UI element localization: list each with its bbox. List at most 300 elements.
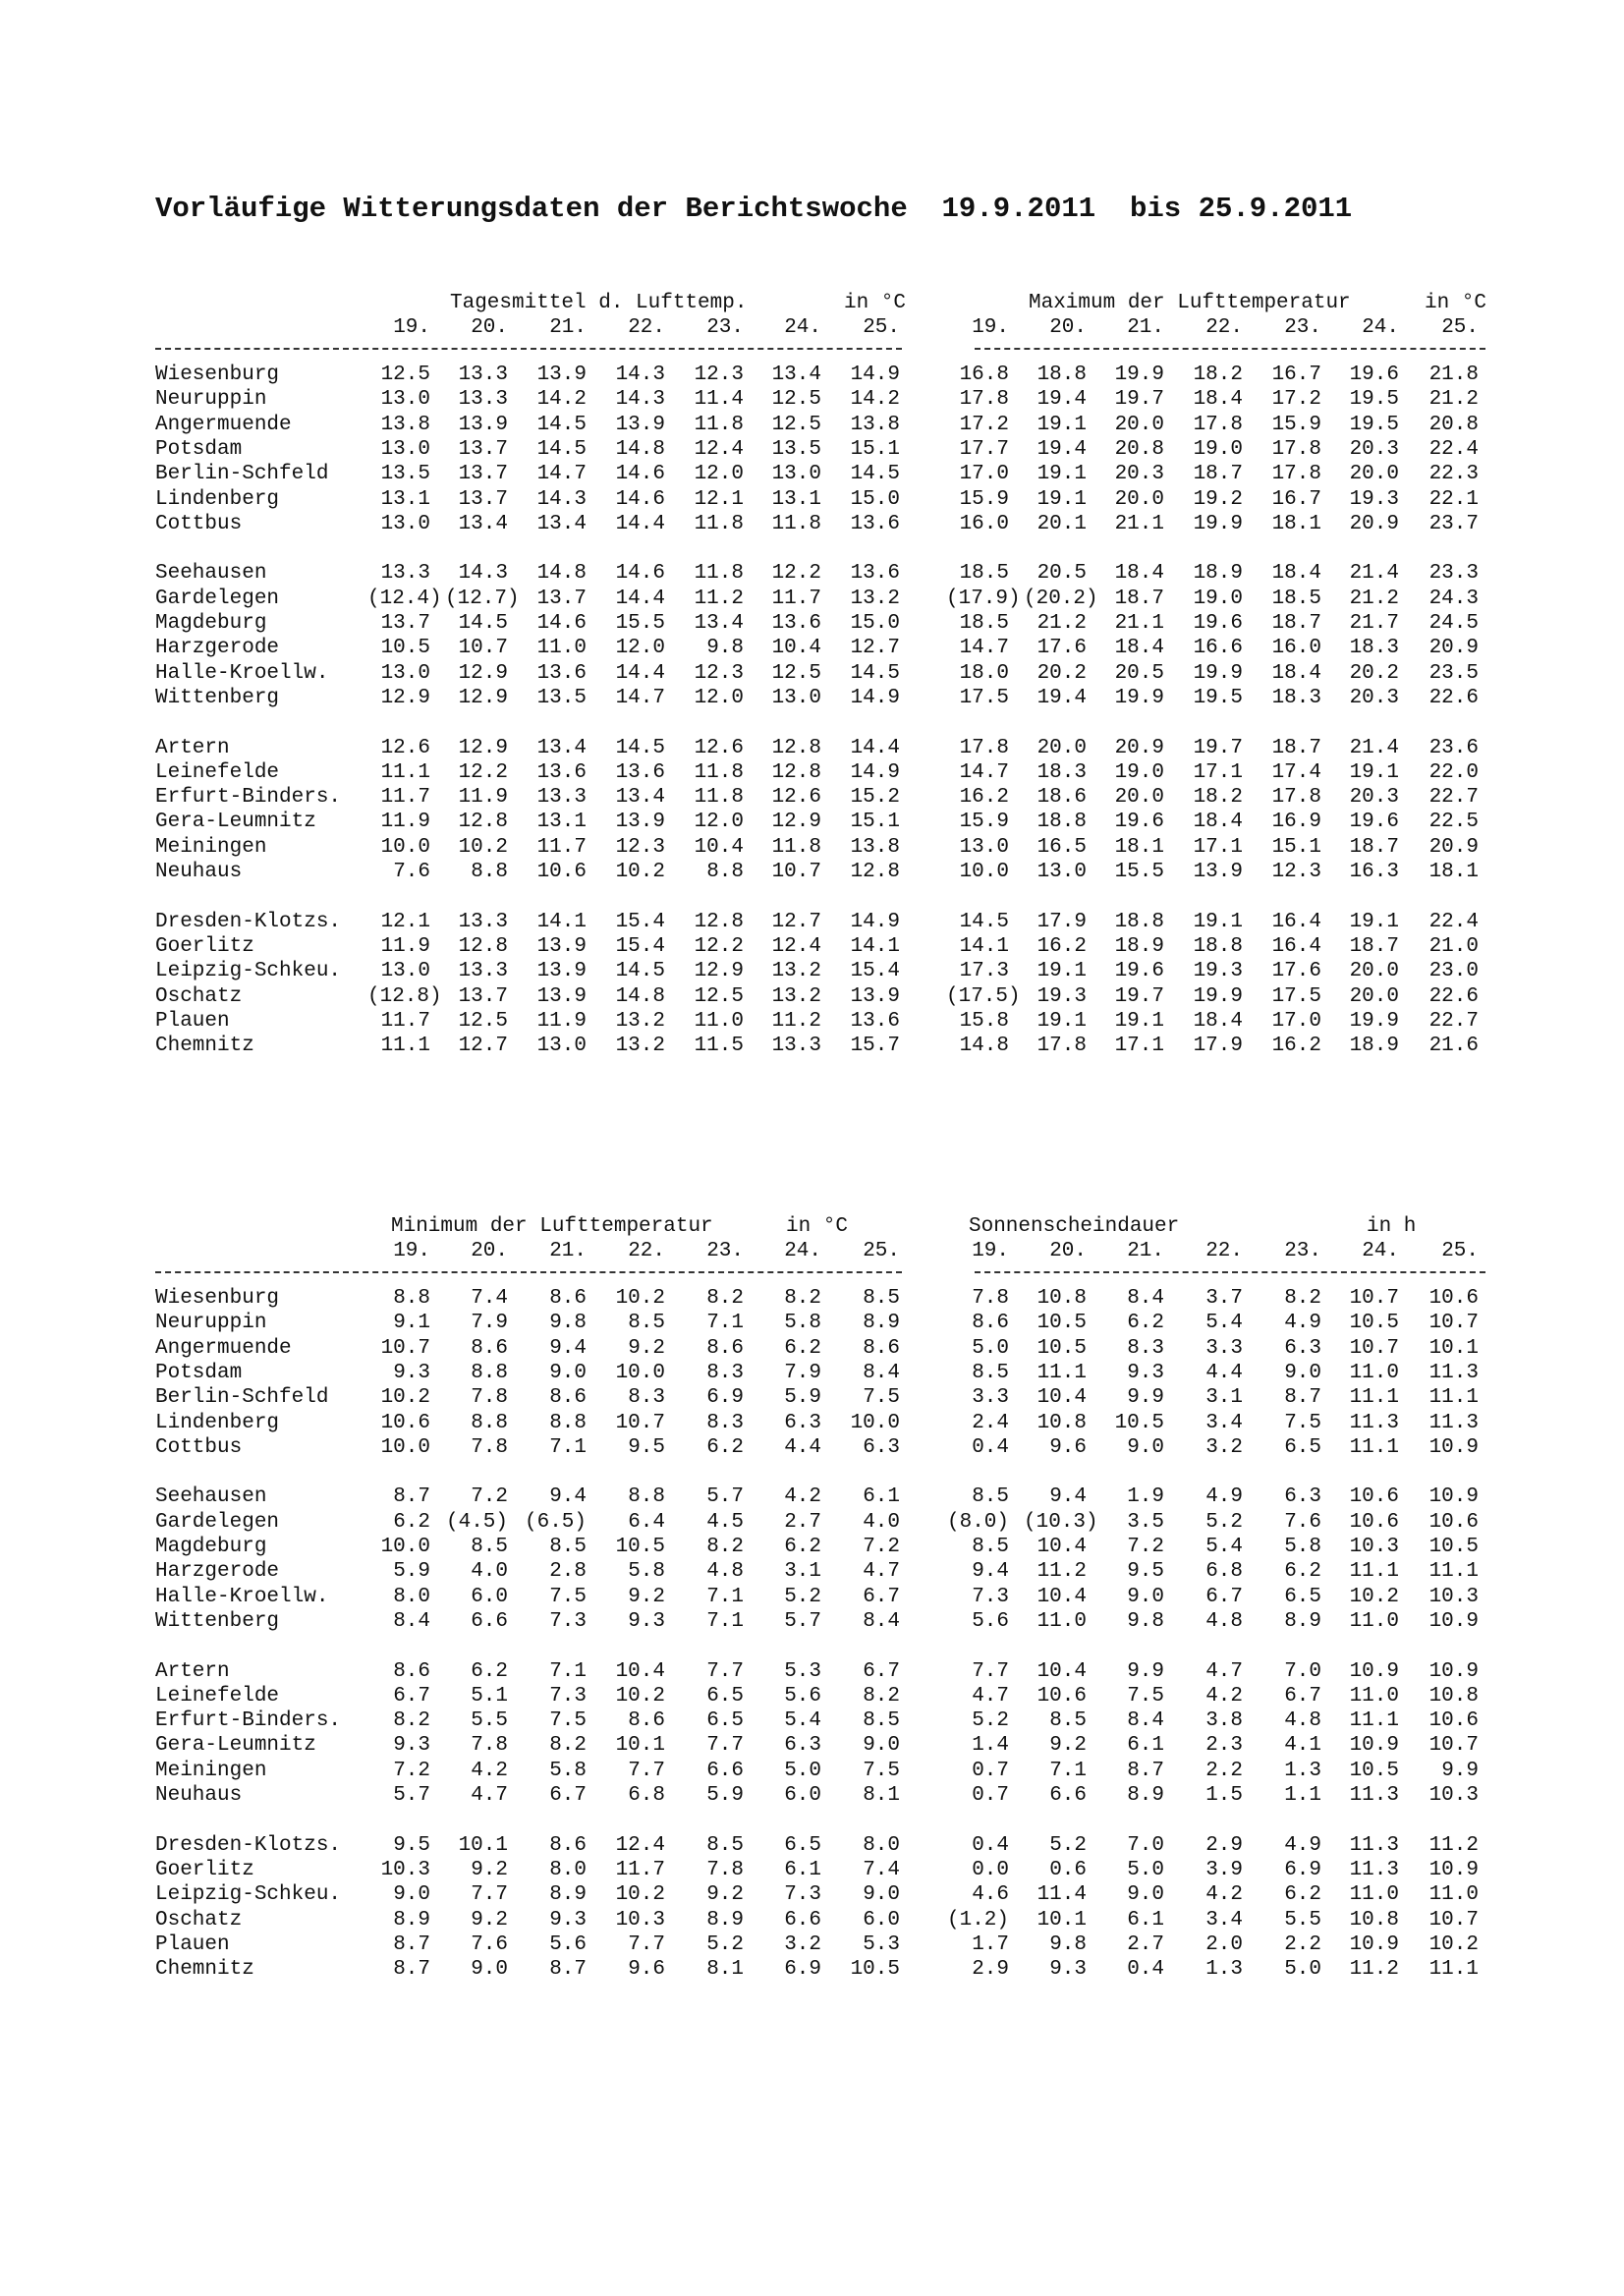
left-value: 9.0 [393, 1883, 430, 1907]
station-name: Lindenberg [155, 487, 280, 511]
left-value: 12.1 [380, 910, 430, 933]
left-value: 13.9 [850, 984, 900, 1008]
left-table-title: Minimum der Lufttemperatur [391, 1215, 713, 1238]
left-value: 12.9 [458, 736, 508, 759]
right-value: 18.1 [1114, 835, 1164, 859]
left-value: (12.7) [445, 587, 520, 610]
left-value: 11.4 [694, 388, 744, 412]
right-value: 0.6 [1049, 1858, 1087, 1881]
right-value: 10.6 [1428, 1510, 1479, 1534]
left-value: 5.2 [706, 1932, 744, 1956]
left-value: 7.3 [549, 1684, 587, 1708]
right-value: (10.3) [1024, 1510, 1098, 1534]
right-value: 15.9 [959, 811, 1009, 834]
left-value: 13.9 [536, 934, 587, 958]
left-value: 14.5 [850, 661, 900, 685]
left-value: 4.7 [471, 1784, 508, 1807]
right-value: 20.3 [1349, 437, 1399, 461]
left-value: 15.4 [850, 960, 900, 983]
right-value: 8.9 [1284, 1609, 1321, 1633]
right-value: 10.4 [1036, 1585, 1087, 1608]
right-value: 16.2 [1036, 934, 1087, 958]
left-day-header: 19. [393, 316, 430, 339]
right-value: 11.2 [1428, 1833, 1479, 1857]
left-value: 13.0 [380, 512, 430, 535]
right-value: 5.0 [1127, 1858, 1164, 1881]
right-value: 17.4 [1271, 760, 1321, 784]
right-value: 19.9 [1193, 984, 1243, 1008]
station-name: Neuhaus [155, 1784, 243, 1807]
right-value: 10.8 [1036, 1287, 1087, 1310]
left-value: 12.6 [694, 736, 744, 759]
station-name: Wiesenburg [155, 1287, 280, 1310]
right-value: 10.2 [1428, 1932, 1479, 1956]
right-value: 9.9 [1127, 1386, 1164, 1410]
right-value: 5.8 [1284, 1536, 1321, 1558]
station-name: Wittenberg [155, 1609, 280, 1633]
right-value: 17.8 [1271, 786, 1321, 810]
left-value: 11.9 [458, 786, 508, 810]
left-value: 4.8 [706, 1560, 744, 1584]
right-value: 18.1 [1271, 512, 1321, 535]
right-value: 1.7 [972, 1932, 1009, 1956]
left-value: 14.5 [458, 612, 508, 635]
right-value: 0.7 [972, 1759, 1009, 1782]
left-value: 9.8 [549, 1312, 587, 1335]
right-value: 15.1 [1271, 835, 1321, 859]
left-value: 8.5 [706, 1833, 744, 1857]
right-value: 7.1 [1049, 1759, 1087, 1782]
right-value: 17.6 [1271, 960, 1321, 983]
right-day-header: 25. [1441, 316, 1479, 339]
left-value: 8.9 [549, 1883, 587, 1907]
left-value: 5.5 [471, 1709, 508, 1733]
right-day-header: 24. [1362, 1240, 1399, 1262]
left-value: 14.4 [615, 512, 665, 535]
right-value: 21.7 [1349, 612, 1399, 635]
right-value: 11.2 [1036, 1560, 1087, 1584]
right-value: 10.6 [1428, 1709, 1479, 1733]
right-value: 20.3 [1349, 686, 1399, 709]
left-value: 6.7 [863, 1585, 900, 1608]
left-value: 12.0 [694, 811, 744, 834]
right-value: 17.9 [1036, 910, 1087, 933]
right-value: 19.1 [1036, 1009, 1087, 1033]
left-value: 13.4 [694, 612, 744, 635]
left-value: 14.8 [615, 984, 665, 1008]
left-value: 5.8 [628, 1560, 665, 1584]
right-day-header: 21. [1127, 1240, 1164, 1262]
left-value: 9.2 [471, 1908, 508, 1932]
right-value: 18.1 [1428, 861, 1479, 883]
right-value: 20.3 [1349, 786, 1399, 810]
right-value: 20.0 [1114, 786, 1164, 810]
right-value: 5.4 [1205, 1536, 1243, 1558]
right-value: 12.3 [1271, 861, 1321, 883]
left-value: 8.1 [863, 1784, 900, 1807]
left-value: 7.8 [706, 1858, 744, 1881]
left-value: 14.6 [536, 612, 587, 635]
station-name: Plauen [155, 1932, 230, 1956]
right-value: 8.7 [1284, 1386, 1321, 1410]
right-value: 19.9 [1114, 686, 1164, 709]
right-value: 23.6 [1428, 736, 1479, 759]
right-value: 10.7 [1428, 1734, 1479, 1758]
left-value: 10.0 [615, 1361, 665, 1384]
left-value: 7.8 [471, 1435, 508, 1459]
left-value: 6.2 [471, 1659, 508, 1683]
left-value: 6.6 [784, 1908, 821, 1932]
left-value: 8.7 [393, 1932, 430, 1956]
station-name: Erfurt-Binders. [155, 786, 342, 810]
left-value: 10.0 [850, 1411, 900, 1434]
left-separator [155, 348, 902, 350]
right-value: 19.0 [1114, 760, 1164, 784]
right-value: 11.3 [1349, 1858, 1399, 1881]
right-value: 18.8 [1193, 934, 1243, 958]
left-value: 14.7 [615, 686, 665, 709]
right-value: 19.6 [1349, 811, 1399, 834]
right-value: 10.6 [1036, 1684, 1087, 1708]
left-value: 7.1 [549, 1435, 587, 1459]
left-value: 12.0 [694, 686, 744, 709]
left-value: 8.8 [549, 1411, 587, 1434]
right-value: 5.4 [1205, 1312, 1243, 1335]
right-value: 16.4 [1271, 910, 1321, 933]
right-value: 10.6 [1349, 1485, 1399, 1509]
left-value: 9.2 [628, 1585, 665, 1608]
right-value: 20.3 [1114, 463, 1164, 486]
right-value: 11.1 [1349, 1709, 1399, 1733]
right-value: 7.0 [1127, 1833, 1164, 1857]
right-value: 18.7 [1271, 612, 1321, 635]
right-value: 20.5 [1036, 562, 1087, 586]
station-name: Leipzig-Schkeu. [155, 1883, 342, 1907]
right-value: 22.6 [1428, 984, 1479, 1008]
left-value: 13.0 [771, 463, 821, 486]
right-value: 9.8 [1049, 1932, 1087, 1956]
right-value: 18.9 [1349, 1035, 1399, 1058]
right-value: 11.0 [1036, 1609, 1087, 1633]
right-value: 20.5 [1114, 661, 1164, 685]
right-value: 20.1 [1036, 512, 1087, 535]
left-value: 6.6 [471, 1609, 508, 1633]
left-value: 14.2 [536, 388, 587, 412]
left-value: 12.7 [850, 637, 900, 660]
left-value: 11.8 [694, 786, 744, 810]
left-value: 10.4 [694, 835, 744, 859]
left-value: 3.1 [784, 1560, 821, 1584]
left-value: 13.3 [771, 1035, 821, 1058]
left-value: 13.2 [615, 1009, 665, 1033]
station-name: Dresden-Klotzs. [155, 1833, 342, 1857]
right-value: 19.7 [1193, 736, 1243, 759]
right-value: 1.3 [1284, 1759, 1321, 1782]
left-value: 14.4 [615, 661, 665, 685]
right-value: 19.1 [1036, 463, 1087, 486]
right-value: 22.5 [1428, 811, 1479, 834]
left-value: 12.0 [694, 463, 744, 486]
left-value: 12.5 [771, 413, 821, 436]
right-value: 10.2 [1349, 1585, 1399, 1608]
right-value: 10.7 [1428, 1908, 1479, 1932]
left-value: 8.2 [706, 1287, 744, 1310]
left-value: 11.7 [380, 786, 430, 810]
left-value: 11.0 [536, 637, 587, 660]
left-value: 8.6 [549, 1833, 587, 1857]
station-name: Artern [155, 1659, 230, 1683]
left-value: 7.5 [549, 1709, 587, 1733]
left-value: 13.4 [536, 512, 587, 535]
left-value: 10.2 [615, 1287, 665, 1310]
right-value: 10.9 [1349, 1734, 1399, 1758]
left-day-header: 21. [549, 316, 587, 339]
left-value: 7.3 [549, 1609, 587, 1633]
right-value: 2.9 [1205, 1833, 1243, 1857]
left-value: 12.5 [771, 388, 821, 412]
right-day-header: 23. [1284, 1240, 1321, 1262]
left-value: 4.2 [784, 1485, 821, 1509]
right-value: 6.2 [1127, 1312, 1164, 1335]
right-value: 4.9 [1284, 1312, 1321, 1335]
left-value: 4.7 [863, 1560, 900, 1584]
left-value: 10.4 [615, 1659, 665, 1683]
right-value: 10.8 [1036, 1411, 1087, 1434]
left-value: 15.5 [615, 612, 665, 635]
right-value: 20.9 [1114, 736, 1164, 759]
left-value: 8.5 [863, 1709, 900, 1733]
right-value: 17.2 [1271, 388, 1321, 412]
right-value: 19.0 [1193, 587, 1243, 610]
left-value: 13.1 [771, 487, 821, 511]
left-value: 13.5 [380, 463, 430, 486]
right-value: 18.5 [959, 562, 1009, 586]
right-value: 8.9 [1127, 1784, 1164, 1807]
left-day-header: 20. [471, 1240, 508, 1262]
left-value: 15.1 [850, 811, 900, 834]
left-value: 11.2 [694, 587, 744, 610]
right-value: 17.8 [1271, 437, 1321, 461]
right-value: 7.3 [972, 1585, 1009, 1608]
left-value: 14.3 [615, 364, 665, 386]
left-value: 8.8 [706, 861, 744, 883]
left-value: 8.3 [706, 1361, 744, 1384]
right-value: 18.4 [1193, 1009, 1243, 1033]
right-value: 10.9 [1428, 1609, 1479, 1633]
right-value: 17.1 [1193, 760, 1243, 784]
left-value: 15.1 [850, 437, 900, 461]
left-value: 12.9 [771, 811, 821, 834]
station-name: Plauen [155, 1009, 230, 1033]
left-value: 15.7 [850, 1035, 900, 1058]
left-value: 11.8 [694, 413, 744, 436]
right-value: 2.2 [1284, 1932, 1321, 1956]
station-name: Cottbus [155, 512, 243, 535]
right-value: 8.4 [1127, 1709, 1164, 1733]
right-value: 13.0 [1036, 861, 1087, 883]
right-value: 3.4 [1205, 1908, 1243, 1932]
left-value: 6.6 [706, 1759, 744, 1782]
left-value: 12.3 [615, 835, 665, 859]
right-value: 0.7 [972, 1784, 1009, 1807]
left-value: 6.0 [784, 1784, 821, 1807]
right-value: 9.2 [1049, 1734, 1087, 1758]
right-day-header: 20. [1049, 1240, 1087, 1262]
right-value: 9.8 [1127, 1609, 1164, 1633]
left-value: 7.5 [863, 1759, 900, 1782]
right-value: 10.5 [1036, 1312, 1087, 1335]
station-name: Berlin-Schfeld [155, 1386, 329, 1410]
left-value: 6.9 [784, 1958, 821, 1982]
left-value: 14.4 [850, 736, 900, 759]
station-name: Oschatz [155, 1908, 243, 1932]
right-value: 18.6 [1036, 786, 1087, 810]
left-value: 7.5 [863, 1386, 900, 1410]
right-value: 10.9 [1428, 1858, 1479, 1881]
left-value: 7.2 [471, 1485, 508, 1509]
right-value: 18.5 [959, 612, 1009, 635]
left-value: 13.2 [771, 960, 821, 983]
right-value: 10.9 [1349, 1659, 1399, 1683]
station-name: Artern [155, 736, 230, 759]
left-value: 7.6 [471, 1932, 508, 1956]
right-value: 6.1 [1127, 1908, 1164, 1932]
right-value: 21.0 [1428, 934, 1479, 958]
right-value: 6.2 [1284, 1560, 1321, 1584]
right-value: 5.0 [972, 1336, 1009, 1360]
left-value: 12.4 [615, 1833, 665, 1857]
right-value: 11.1 [1428, 1958, 1479, 1982]
station-name: Gera-Leumnitz [155, 811, 316, 834]
right-value: 11.1 [1349, 1435, 1399, 1459]
left-value: 7.1 [706, 1609, 744, 1633]
right-value: 14.1 [959, 934, 1009, 958]
right-value: 3.4 [1205, 1411, 1243, 1434]
right-value: 3.7 [1205, 1287, 1243, 1310]
right-value: 5.5 [1284, 1908, 1321, 1932]
right-value: 16.0 [1271, 637, 1321, 660]
right-value: 19.5 [1349, 388, 1399, 412]
right-separator [975, 1271, 1485, 1273]
right-value: 11.4 [1036, 1883, 1087, 1907]
right-value: 4.1 [1284, 1734, 1321, 1758]
right-value: 20.8 [1114, 437, 1164, 461]
right-value: 19.7 [1114, 388, 1164, 412]
left-value: 12.2 [694, 934, 744, 958]
right-value: 10.9 [1428, 1485, 1479, 1509]
right-value: 17.8 [959, 388, 1009, 412]
right-value: 3.9 [1205, 1858, 1243, 1881]
left-day-header: 25. [863, 316, 900, 339]
left-value: 13.9 [458, 413, 508, 436]
right-value: 24.3 [1428, 587, 1479, 610]
station-name: Neuruppin [155, 1312, 267, 1335]
right-value: 8.5 [972, 1536, 1009, 1558]
right-value: 9.0 [1127, 1435, 1164, 1459]
right-value: 19.9 [1193, 512, 1243, 535]
right-value: 3.3 [972, 1386, 1009, 1410]
left-value: 4.2 [471, 1759, 508, 1782]
left-value: 13.0 [771, 686, 821, 709]
left-value: 12.7 [771, 910, 821, 933]
right-value: 20.9 [1349, 512, 1399, 535]
right-value: 7.6 [1284, 1510, 1321, 1534]
report-title: Vorläufige Witterungsdaten der Berichtswoche 19.9.2011 bis 25.9.2011 [155, 193, 1353, 225]
left-value: 12.6 [380, 736, 430, 759]
right-value: 20.9 [1428, 637, 1479, 660]
right-value: 21.6 [1428, 1035, 1479, 1058]
left-value: 8.6 [706, 1336, 744, 1360]
right-value: 10.7 [1349, 1287, 1399, 1310]
right-value: 11.3 [1428, 1411, 1479, 1434]
station-name: Gardelegen [155, 587, 280, 610]
left-value: 12.3 [694, 364, 744, 386]
right-value: 8.5 [972, 1361, 1009, 1384]
right-value: 19.6 [1349, 364, 1399, 386]
left-value: 12.9 [380, 686, 430, 709]
right-value: 18.4 [1271, 562, 1321, 586]
left-value: 10.2 [615, 861, 665, 883]
left-value: 10.2 [615, 1684, 665, 1708]
left-value: 6.8 [628, 1784, 665, 1807]
right-day-header: 25. [1441, 1240, 1479, 1262]
left-value: 13.9 [536, 364, 587, 386]
left-value: 15.0 [850, 612, 900, 635]
left-value: 13.7 [380, 612, 430, 635]
right-table-unit: in h [1367, 1215, 1417, 1238]
left-value: 2.8 [549, 1560, 587, 1584]
station-name: Chemnitz [155, 1958, 254, 1982]
left-value: 5.8 [784, 1312, 821, 1335]
left-value: 6.7 [549, 1784, 587, 1807]
left-value: 14.8 [615, 437, 665, 461]
left-value: 8.2 [863, 1684, 900, 1708]
left-value: 7.9 [784, 1361, 821, 1384]
right-value: 1.3 [1205, 1958, 1243, 1982]
left-value: 12.5 [380, 364, 430, 386]
right-value: 22.4 [1428, 437, 1479, 461]
left-value: 3.2 [784, 1932, 821, 1956]
station-name: Lindenberg [155, 1411, 280, 1434]
right-value: 15.8 [959, 1009, 1009, 1033]
left-value: 7.7 [628, 1932, 665, 1956]
left-value: 10.3 [380, 1858, 430, 1881]
left-day-header: 23. [706, 316, 744, 339]
left-value: 13.2 [771, 984, 821, 1008]
right-value: 17.6 [1036, 637, 1087, 660]
right-value: 16.2 [959, 786, 1009, 810]
left-value: 6.7 [393, 1684, 430, 1708]
left-value: 14.7 [536, 463, 587, 486]
right-value: 2.2 [1205, 1759, 1243, 1782]
station-name: Halle-Kroellw. [155, 661, 329, 685]
right-value: 11.0 [1349, 1883, 1399, 1907]
left-value: 14.3 [615, 388, 665, 412]
left-value: 12.5 [694, 984, 744, 1008]
right-value: 2.9 [972, 1958, 1009, 1982]
right-value: 18.7 [1193, 463, 1243, 486]
right-value: 13.0 [959, 835, 1009, 859]
station-name: Angermuende [155, 1336, 292, 1360]
station-name: Seehausen [155, 1485, 267, 1509]
left-value: 8.2 [393, 1709, 430, 1733]
right-value: 19.1 [1349, 910, 1399, 933]
right-value: 8.4 [1127, 1287, 1164, 1310]
left-value: 11.8 [694, 562, 744, 586]
left-value: 8.8 [471, 1411, 508, 1434]
right-value: 16.6 [1193, 637, 1243, 660]
left-value: 14.6 [615, 562, 665, 586]
